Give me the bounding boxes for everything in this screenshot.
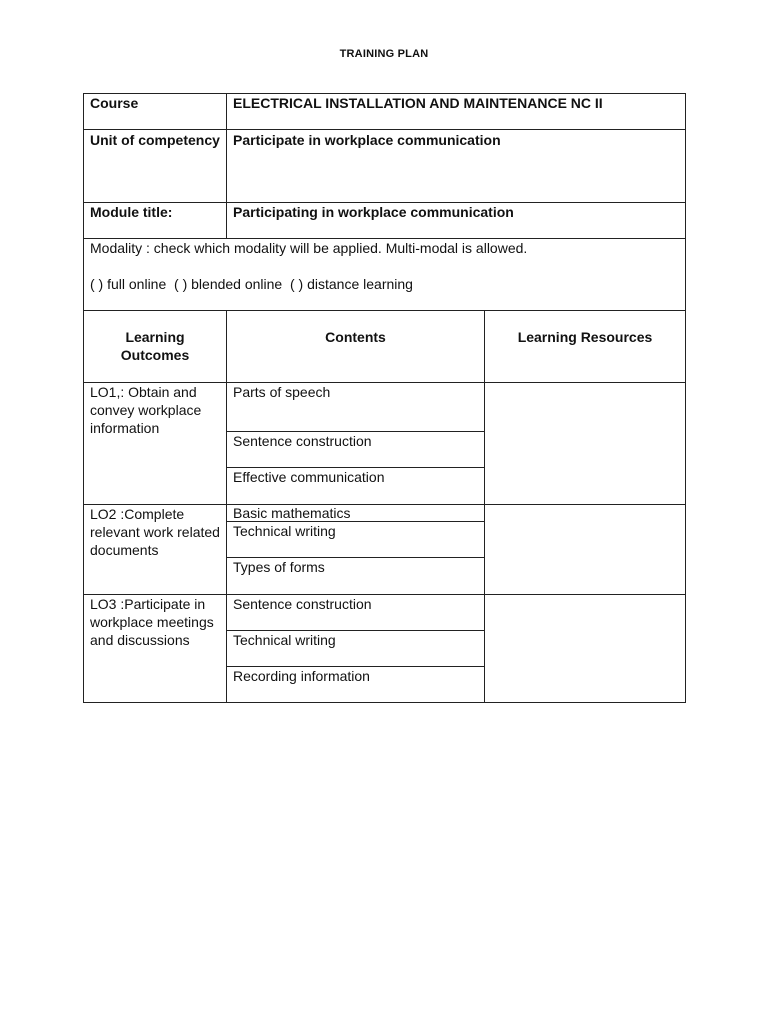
content-item: Types of forms	[227, 558, 485, 595]
training-plan-table	[83, 93, 686, 703]
modality-cell	[84, 239, 686, 311]
content-item: Recording information	[227, 667, 485, 703]
content-item: Technical writing	[227, 631, 485, 667]
content-item: Parts of speech	[227, 383, 485, 432]
resource-cell	[485, 383, 686, 505]
module-value: Participating in workplace communication	[227, 203, 686, 239]
header-contents: Contents	[227, 311, 485, 383]
unit-value: Participate in workplace communication	[227, 130, 686, 203]
module-label: Module title:	[84, 203, 227, 239]
unit-label: Unit of competency	[84, 130, 227, 203]
outcome-label: LO2 :Complete relevant work related documents	[84, 505, 227, 595]
content-item: Basic mathematics	[227, 505, 485, 522]
document-title: TRAINING PLAN	[339, 48, 429, 60]
modality-instruction: Modality : check which modality will be applied. Multi-modal is allowed.	[90, 240, 528, 256]
content-item: Effective communication	[227, 468, 485, 505]
resource-cell	[485, 595, 686, 703]
content-item: Technical writing	[227, 522, 485, 558]
header-row	[84, 311, 686, 383]
modality-options: ( ) full online ( ) blended online ( ) distance learning	[90, 276, 413, 292]
course-label: Course	[84, 94, 227, 130]
outcome-row	[84, 595, 686, 631]
outcome-label: LO1,: Obtain and convey workplace information	[84, 383, 227, 505]
resource-cell	[485, 505, 686, 595]
content-item: Sentence construction	[227, 595, 485, 631]
outcome-label: LO3 :Participate in workplace meetings and discussions	[84, 595, 227, 703]
course-row	[84, 94, 686, 130]
unit-row	[84, 130, 686, 203]
outcome-row	[84, 383, 686, 432]
modality-row	[84, 239, 686, 311]
header-outcomes: Learning Outcomes	[84, 311, 227, 383]
header-resources: Learning Resources	[485, 311, 686, 383]
outcome-row	[84, 505, 686, 522]
module-row	[84, 203, 686, 239]
course-value: ELECTRICAL INSTALLATION AND MAINTENANCE NC II	[227, 94, 686, 130]
content-item: Sentence construction	[227, 432, 485, 468]
